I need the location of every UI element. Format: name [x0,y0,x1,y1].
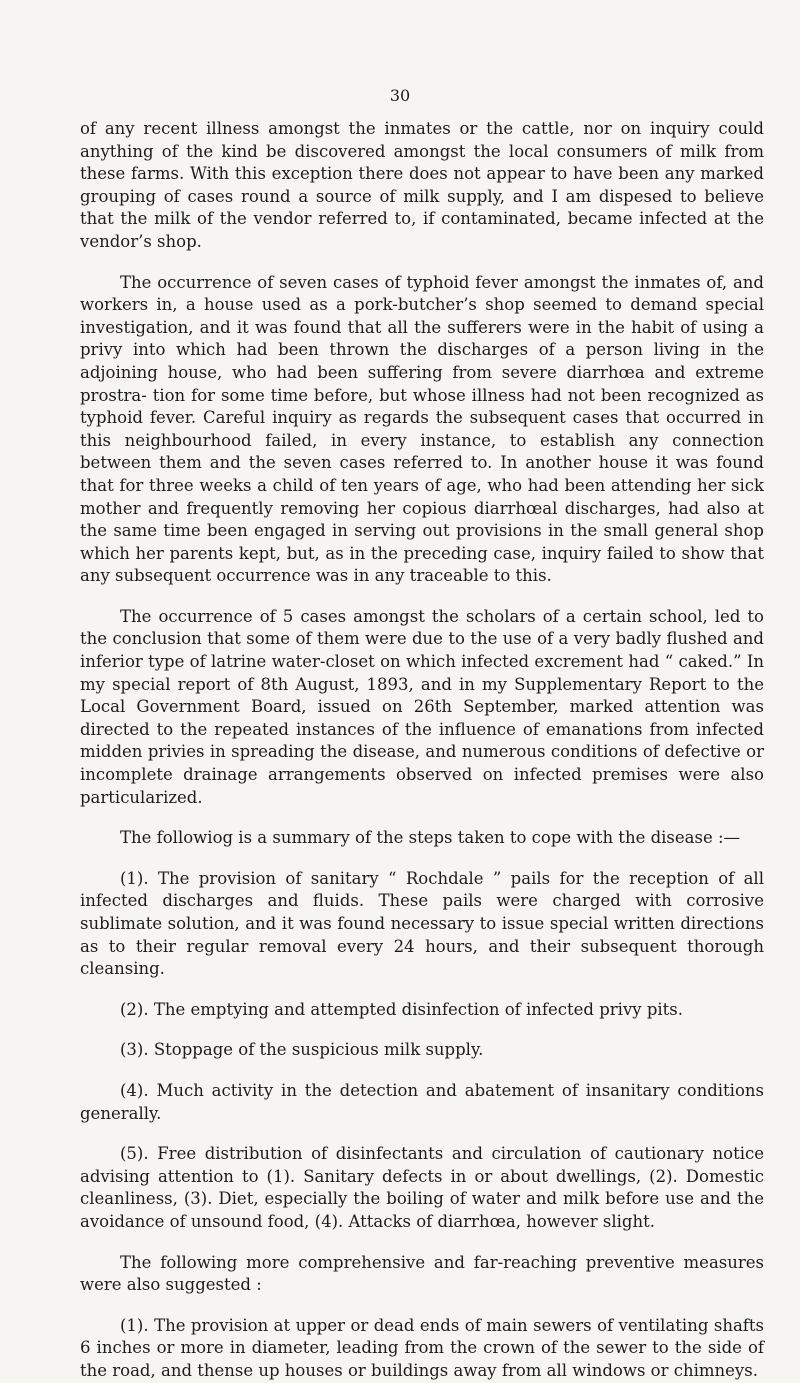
list-item-step-1: (1). The provision of sanitary “ Rochdale ” pails for the reception of all infected discharges and fluids. These pails were charged with corrosive sublimate solution, and it was found necessary to issue special written directions as to their regular removal every 24 hours, and their subsequent thorough cleansing. [80,868,764,979]
list-item-step-2: (2). The emptying and attempted disinfection of infected privy pits. [120,999,684,1019]
list-item-step-5: (5). Free distribution of disinfectants and circulation of cautionary notice advising attention to (1). Sanitary defects in or about dwellings, (2). Domestic cleanliness, (3). Diet, especially the boiling of water and milk before use and the avoidance of unsound food, (4). Attacks of diarrhœa, however slight. [80,1144,764,1231]
paragraph-continuation: of any recent illness amongst the inmates or the cattle, nor on inquiry could anything of the kind be discovered amongst the local consumers of milk from these farms. With this exception there does not appear to have been any marked grouping of cases round a source of milk supply, and I am dispesed to believe that the milk of the vendor referred to, if contaminated, became infected at the vendor’s shop. [80,119,764,251]
paragraph-school-cases: The occurrence of 5 cases amongst the scholars of a certain school, led to the conclusion that some of them were due to the use of a very badly flushed and inferior type of latrine water-closet on which infected excrement had “ caked.” In my special report of 8th August, 1893, and in my Supplementary Report to the Local Government Board, issued on 26th September, marked attention was directed to the repeated instances of the influence of emanations from infected midden privies in spreading the disease, and numerous conditions of defective or incomplete drainage arrangements observed on infected premises were also particularized. [80,606,764,807]
paragraph-summary-intro: The followiog is a summary of the steps taken to cope with the disease :— [120,828,741,848]
list-item-step-3: (3). Stoppage of the suspicious milk supply. [120,1040,484,1060]
page-number: 30 [389,86,411,105]
page-body [80,118,764,1383]
list-item-step-4: (4). Much activity in the detection and abatement of insanitary conditions generally. [80,1080,764,1123]
list-item-measure-1: (1). The provision at upper or dead ends of main sewers of ventilating shafts 6 inches or more in diameter, leading from the crown of the sewer to the side of the road, and thense up houses or buildings away from all windows or chimneys. [80,1315,764,1380]
paragraph-typhoid-shop: The occurrence of seven cases of typhoid fever amongst the inmates of, and workers in, a house used as a pork-butcher’s shop seemed to demand special investigation, and it was found that all the sufferers were in the habit of using a privy into which had been thrown the discharges of a person living in the adjoining house, who had been suffering from severe diarrhœa and extreme prostra- tion for some time before, but whose illness had not been recognized as typhoid fever. Careful inquiry as regards the subsequent cases that occurred in this neighbourhood failed, in every instance, to establish any connection between them and the seven cases referred to. In another house it was found that for three weeks a child of ten years of age, who had been attending her sick mother and frequently removing her copious diarrhœal discharges, had also at the same time been engaged in serving out provisions in the small general shop which her parents kept, but, as in the preceding case, inquiry failed to show that any subsequent occurrence was in any traceable to this. [80,272,764,586]
paragraph-preventive-intro: The following more comprehensive and far-reaching preventive measures were also suggested : [80,1252,764,1295]
